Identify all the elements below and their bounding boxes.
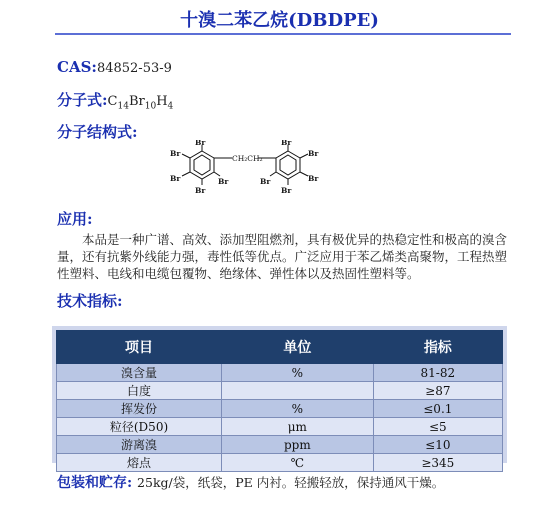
title-divider: [55, 33, 511, 35]
page-title: 十溴二苯乙烷(DBDPE): [180, 10, 379, 31]
br-atom: Br: [195, 186, 206, 195]
br-atom: Br: [281, 140, 292, 147]
item-cell: 挥发份: [57, 400, 222, 418]
item-cell: 粒径(D50): [57, 418, 222, 436]
br-atom: Br: [260, 177, 271, 186]
unit-cell: %: [222, 400, 374, 418]
ethylene-bridge: CH₂CH₂: [232, 154, 263, 163]
packaging-label: 包装和贮存:: [57, 475, 133, 491]
item-cell: 熔点: [57, 454, 222, 472]
cas-line: [57, 58, 172, 76]
br-atom: Br: [281, 186, 292, 195]
spec-cell: ≤0.1: [373, 400, 502, 418]
br-atom: Br: [308, 149, 319, 158]
unit-cell: ℃: [222, 454, 374, 472]
br-atom: Br: [218, 177, 229, 186]
specs-label: 技术指标:: [57, 292, 123, 310]
table-row: [57, 400, 503, 418]
spec-table: [56, 330, 503, 472]
cas-value: 84852-53-9: [96, 61, 172, 76]
item-cell: 溴含量: [57, 364, 222, 382]
table-row: [57, 364, 503, 382]
unit-cell: [222, 382, 374, 400]
formula-value: $C_{14}Br_{10}H_4$: [107, 94, 174, 112]
br-atom: Br: [170, 149, 181, 158]
application-text: 本品是一种广谱、高效、添加型阻燃剂，具有极优异的热稳定性和极高的溴含量，还有抗紫外线能力强，毒性低等优点。广泛应用于苯乙烯类高聚物，工程热塑性塑料、电线和电缆包覆物、绝缘体、弹性体以及热固性塑料等。: [57, 232, 508, 281]
unit-cell: %: [222, 364, 374, 382]
table-row: [57, 454, 503, 472]
spec-cell: ≥345: [373, 454, 502, 472]
item-cell: 白度: [57, 382, 222, 400]
col-header-spec: 指标: [373, 331, 502, 364]
cas-label: CAS:: [57, 58, 97, 76]
packaging-text: 25kg/袋，纸袋，PE 内衬。轻搬轻放，保持通风干燥。: [137, 475, 445, 490]
packaging-line: [57, 472, 444, 492]
br-atom: Br: [170, 174, 181, 183]
spec-cell: ≤5: [373, 418, 502, 436]
structure-label: 分子结构式:: [57, 123, 138, 141]
item-cell: 游离溴: [57, 436, 222, 454]
spec-cell: ≥87: [373, 382, 502, 400]
spec-cell: ≤10: [373, 436, 502, 454]
spec-table-panel: [52, 326, 507, 470]
unit-cell: μm: [222, 418, 374, 436]
br-atom: Br: [308, 174, 319, 183]
col-header-item: 项目: [57, 331, 222, 364]
br-atom: Br: [195, 140, 206, 147]
col-header-unit: 单位: [222, 331, 374, 364]
spec-cell: 81-82: [373, 364, 502, 382]
formula-label: 分子式:: [57, 91, 108, 109]
table-row: [57, 418, 503, 436]
structural-formula: [150, 140, 340, 198]
table-row: [57, 436, 503, 454]
formula-line: [57, 89, 173, 112]
application-label: 应用:: [57, 210, 93, 228]
table-header-row: [57, 331, 503, 364]
unit-cell: ppm: [222, 436, 374, 454]
table-row: [57, 382, 503, 400]
